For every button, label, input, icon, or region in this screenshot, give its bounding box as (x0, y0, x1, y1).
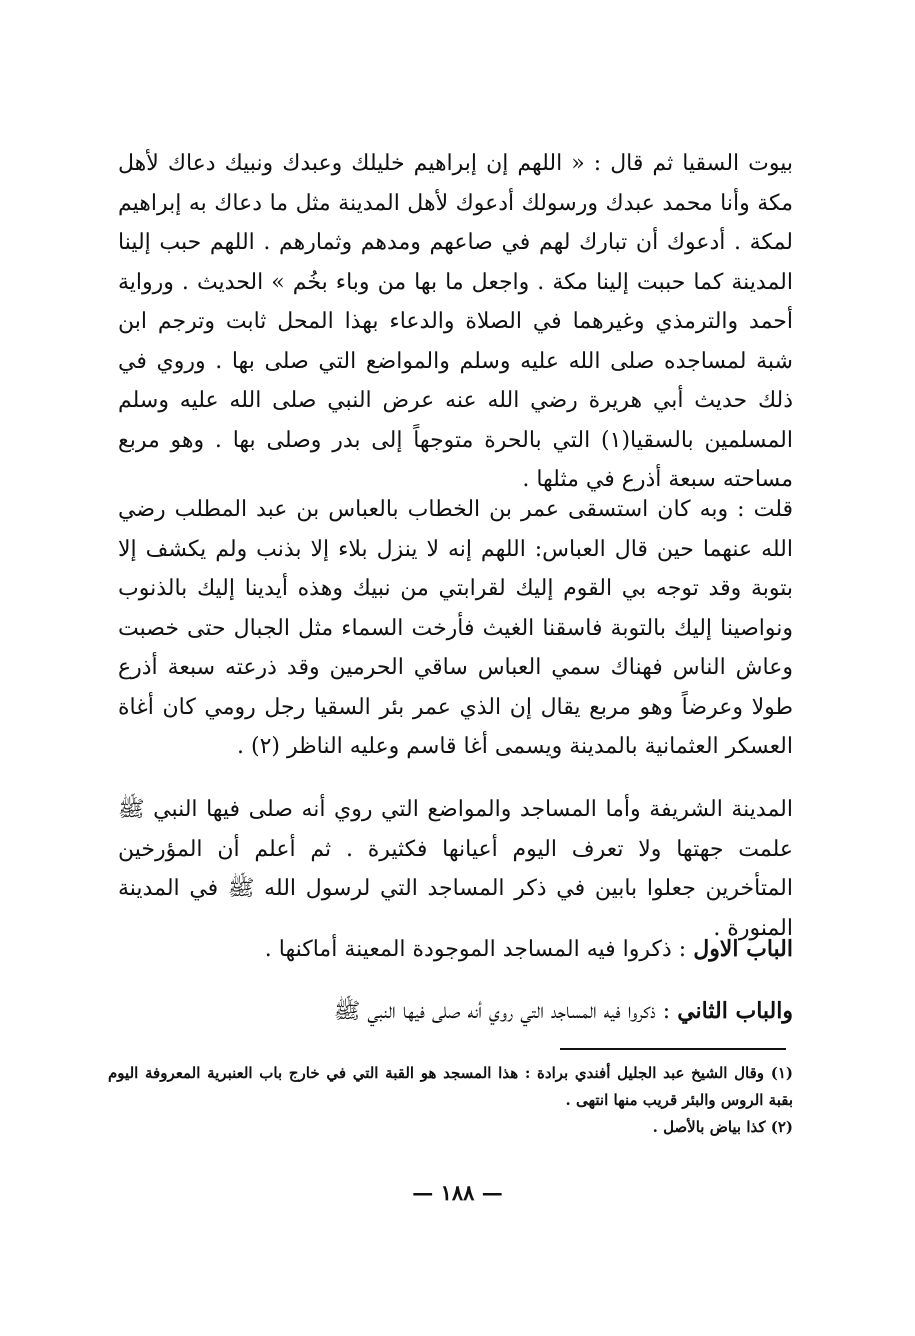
footnote-divider (560, 1048, 786, 1050)
page-number: — ١٨٨ — (412, 1180, 503, 1205)
body-paragraph-2: قلت : وبه كان استسقى عمر بن الخطاب بالعباس بن عبد المطلب رضي الله عنهما حين قال العباس: اللهم إنه لا ينزل بلاء إلا بذنب ولم يكشف إلا بتوبة وقد توجه بي القوم إليك لقرابتي من نبيك وهذه أيدينا إليك بالذنوب ونواصينا إليك بالتوبة فاسقنا الغيث فأرخت السماء مثل الجبال حتى خصبت وعاش الناس فهناك سمي العباس ساقي الحرمين وقد ذرعته سبعة أذرع طولا وعرضاً وهو مربع يقال إن الذي عمر بئر السقيا رجل رومي كان أغاة العسكر العثمانية بالمدينة ويسمى أغا قاسم وعليه الناظر (٢) . (118, 497, 793, 759)
chapter-one-line (118, 930, 793, 970)
chapter-one-heading: الباب الاول (693, 936, 793, 962)
footnote-2: (٢) كذا بياض بالأصل . (652, 1118, 793, 1136)
chapter-one-text: : ذكروا فيه المساجد الموجودة المعينة أماكنها . (264, 937, 694, 962)
chapter-two-line (118, 992, 793, 1032)
chapter-two-text: : ذكروا فيه المساجد التي روي أنه صلى فيها النبي ﷺ (333, 999, 678, 1024)
chapter-two-heading: والباب الثاني (677, 998, 793, 1024)
body-paragraph-1: بيوت السقيا ثم قال : « اللهم إن إبراهيم خليلك وعبدك ونبيك دعاك لأهل مكة وأنا محمد عبدك ورسولك أدعوك لأهل المدينة مثل ما دعاك به إبراهيم لمكة . أدعوك أن تبارك لهم في صاعهم ومدهم وثمارهم . اللهم حبب إلينا المدينة كما حببت إلينا مكة . واجعل ما بها من وباء بخُم » الحديث . ورواية أحمد والترمذي وغيرهما في الصلاة والدعاء بهذا المحل ثابت وترجم ابن شبة لمساجده صلى الله عليه وسلم والمواضع التي صلى بها . وروي في ذلك حديث أبي هريرة رضي الله عنه عرض النبي صلى الله عليه وسلم المسلمين بالسقيا(١) التي بالحرة متوجهاً إلى بدر وصلى بها . وهو مربع مساحته سبعة أذرع في مثلها . (118, 151, 793, 492)
footnotes (108, 1060, 793, 1141)
footnote-1: (١) وقال الشيخ عبد الجليل أفندي برادة : هذا المسجد هو القبة التي في خارج باب العنبرية المعروفة اليوم بقبة الروس والبئر قريب منها انتهى . (108, 1064, 793, 1109)
body-paragraph-3: المدينة الشريفة وأما المساجد والمواضع التي روي أنه صلى فيها النبي ﷺ علمت جهتها ولا تعرف اليوم أعيانها فكثيرة . ثم أعلم أن المؤرخين المتأخرين جعلوا بابين في ذكر المساجد التي لرسول الله ﷺ في المدينة المنورة . (118, 797, 793, 941)
